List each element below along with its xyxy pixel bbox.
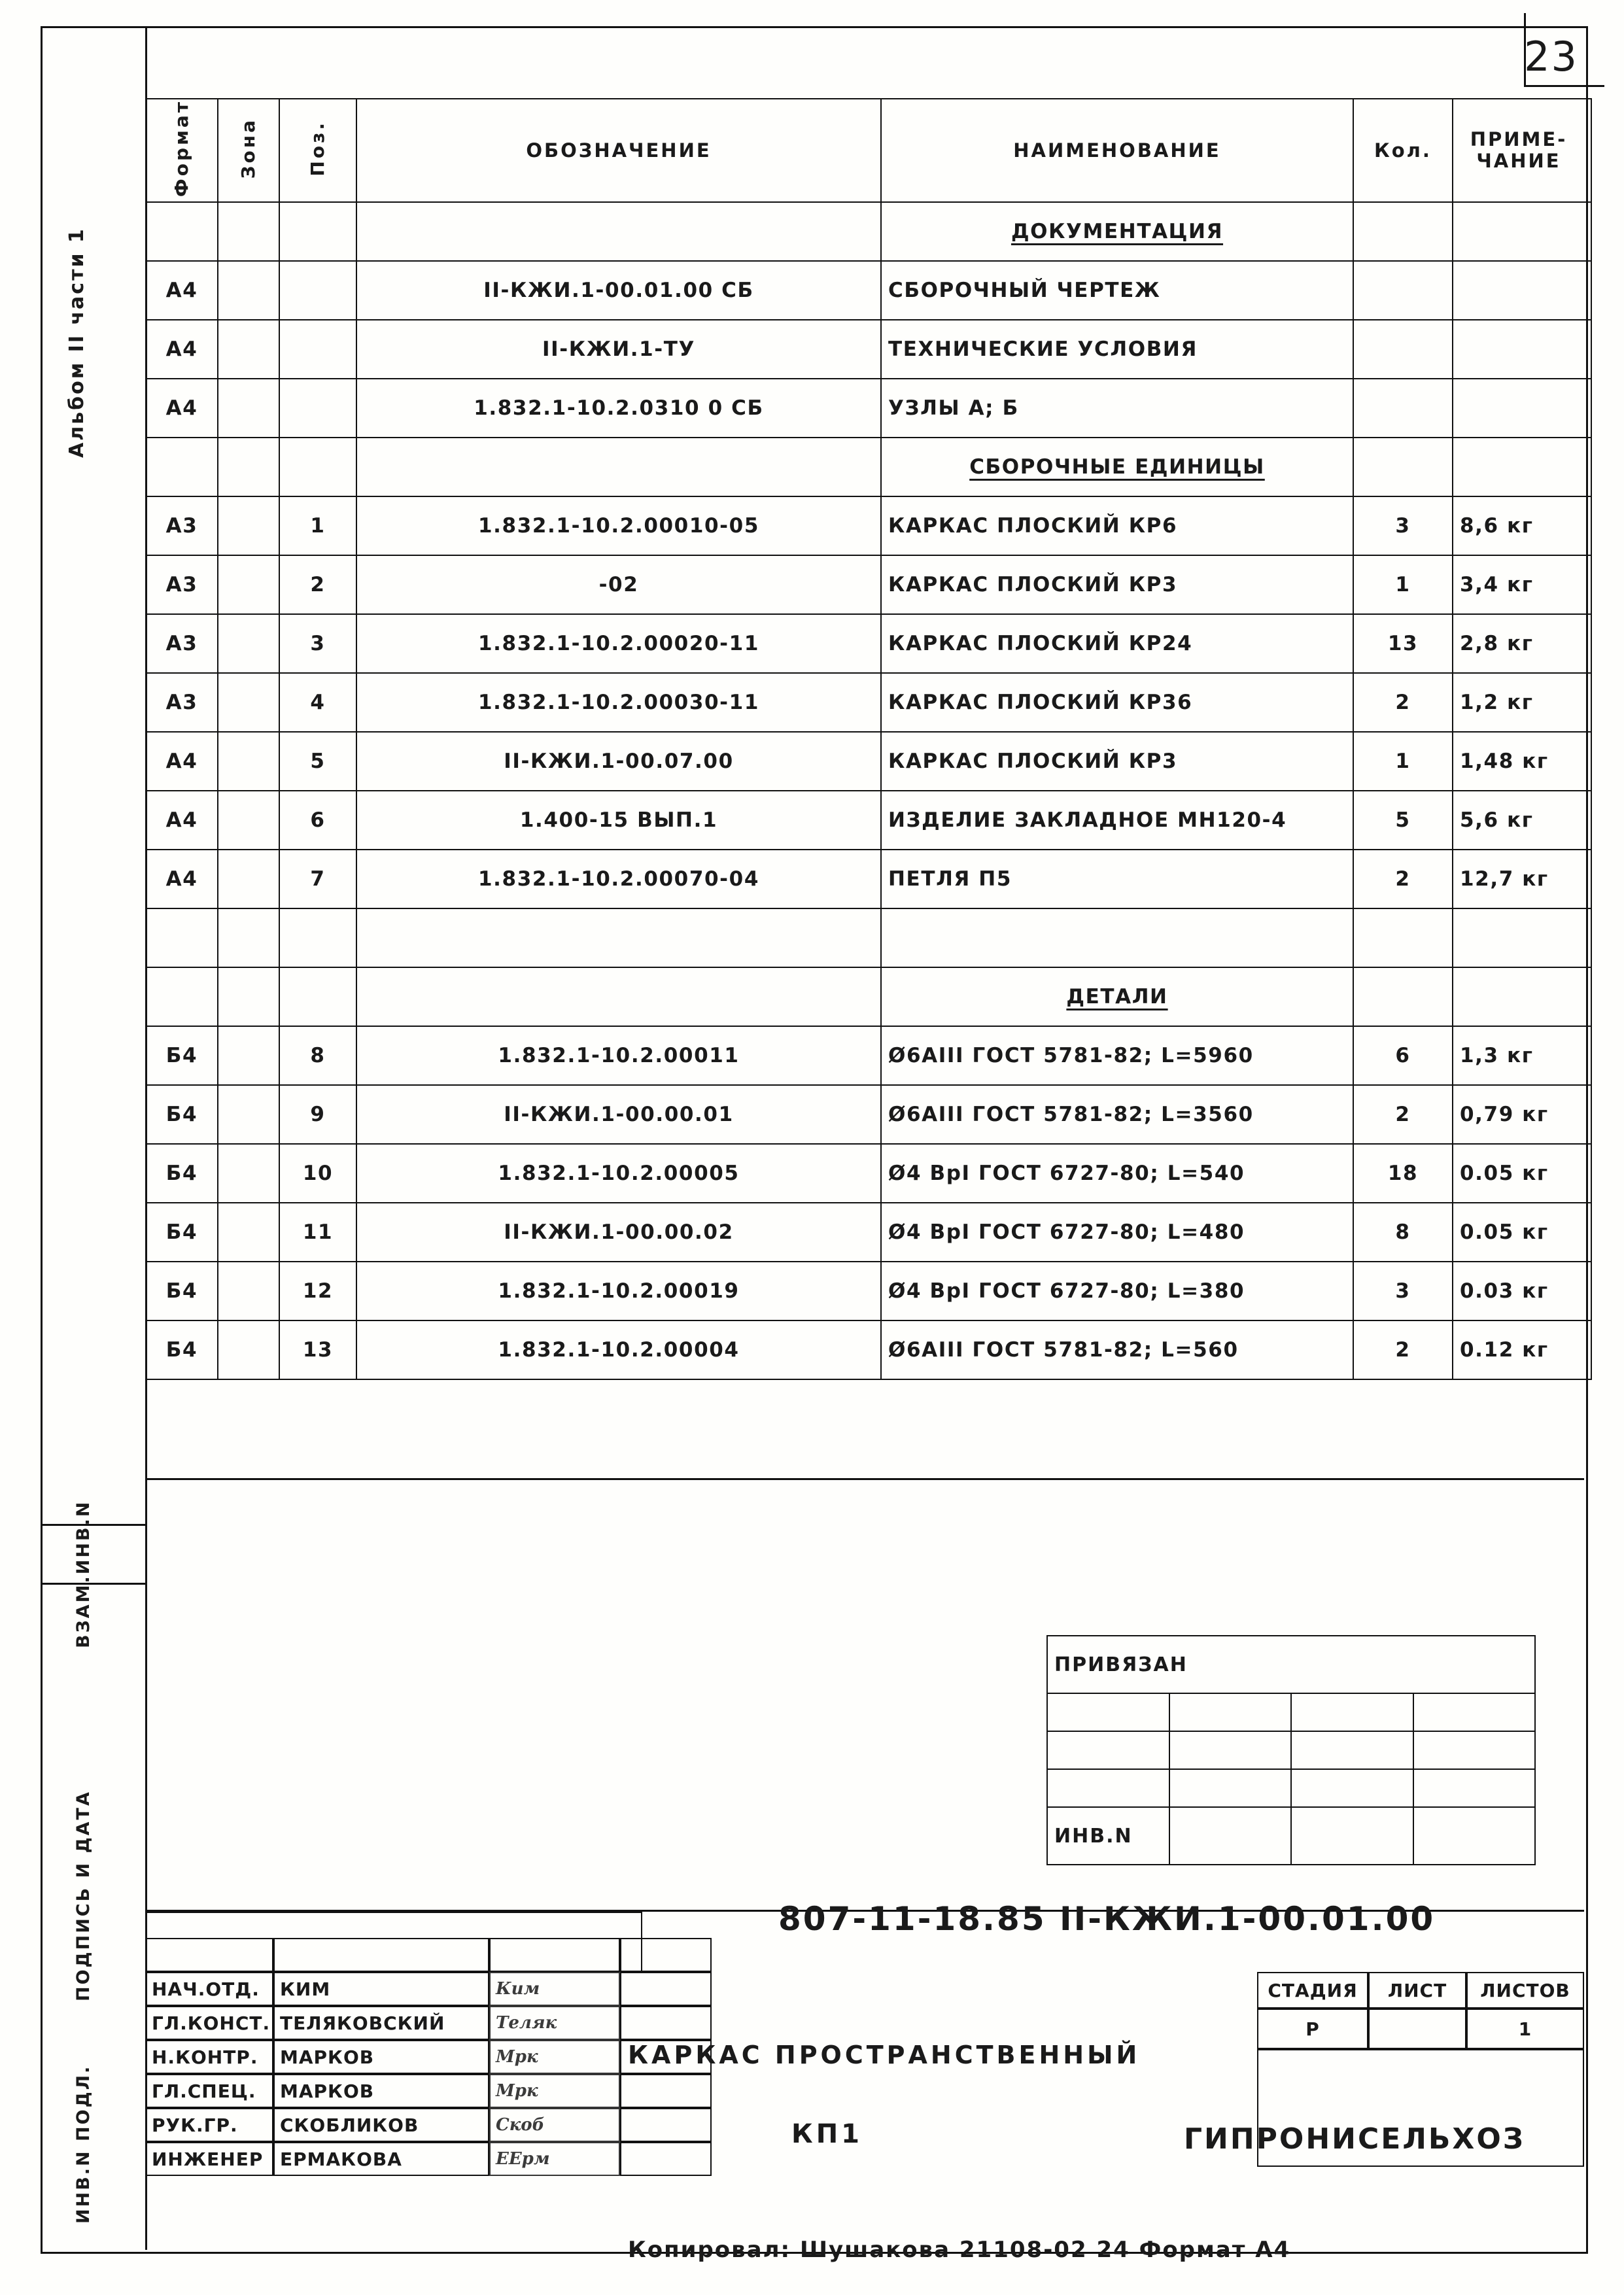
table-row bbox=[146, 261, 1591, 320]
stamp-role: РУК.ГР. bbox=[145, 2108, 273, 2142]
stamp-name: ТЕЛЯКОВСКИЙ bbox=[273, 2006, 489, 2040]
header-note-line1: ПРИМЕ- bbox=[1470, 128, 1568, 150]
cell-name: КАРКАС ПЛОСКИЙ КР36 bbox=[881, 673, 1353, 732]
cell-name: ИЗДЕЛИЕ ЗАКЛАДНОЕ МН120-4 bbox=[881, 791, 1353, 850]
cell-name: ТЕХНИЧЕСКИЕ УСЛОВИЯ bbox=[881, 320, 1353, 379]
cell-qty: 8 bbox=[1353, 1203, 1453, 1262]
cell-qty bbox=[1353, 261, 1453, 320]
cell-qty bbox=[1353, 967, 1453, 1026]
empty-row bbox=[146, 908, 1591, 967]
cell-poz bbox=[279, 379, 356, 438]
cell-zone bbox=[218, 1085, 279, 1144]
stamp-signature: ЕЕрм bbox=[489, 2142, 620, 2176]
stamp-role: Н.КОНТР. bbox=[145, 2040, 273, 2074]
table-header-row bbox=[146, 99, 1591, 202]
cell-designation: 1.832.1-10.2.00070-04 bbox=[356, 850, 881, 908]
cell-note: 0.12 кг bbox=[1453, 1320, 1591, 1379]
privyazan-cell bbox=[1413, 1693, 1536, 1731]
cell-zone bbox=[218, 555, 279, 614]
stamp-role: ГЛ.КОНСТ. bbox=[145, 2006, 273, 2040]
margin-label-podpis: ПОДПИСЬ И ДАТА bbox=[73, 1790, 94, 2001]
cell-poz: 7 bbox=[279, 850, 356, 908]
left-margin-strip bbox=[41, 26, 147, 2250]
cell-zone bbox=[218, 1144, 279, 1203]
table-row bbox=[146, 1085, 1591, 1144]
cell-format: А3 bbox=[146, 614, 218, 673]
stamp-blank-cell bbox=[620, 1938, 712, 1972]
cell-format: А3 bbox=[146, 673, 218, 732]
album-label: Альбом II части 1 bbox=[65, 227, 88, 458]
stamp-blank-cell bbox=[145, 1938, 273, 1972]
cell-designation: 1.832.1-10.2.00005 bbox=[356, 1144, 881, 1203]
table-row bbox=[146, 1320, 1591, 1379]
privyazan-cell bbox=[1169, 1693, 1292, 1731]
cell-note: 0.05 кг bbox=[1453, 1203, 1591, 1262]
table-row bbox=[146, 732, 1591, 791]
cell-format: Б4 bbox=[146, 1320, 218, 1379]
cell-format: А3 bbox=[146, 555, 218, 614]
cell-format: А4 bbox=[146, 379, 218, 438]
privyazan-cell bbox=[1047, 1693, 1169, 1731]
cell-format: А4 bbox=[146, 791, 218, 850]
cell-format: Б4 bbox=[146, 1262, 218, 1320]
stamp-role: НАЧ.ОТД. bbox=[145, 1972, 273, 2006]
cell-poz: 12 bbox=[279, 1262, 356, 1320]
cell-note: 0.05 кг bbox=[1453, 1144, 1591, 1203]
table-row bbox=[146, 1026, 1591, 1085]
cell-designation: II-КЖИ.1-ТУ bbox=[356, 320, 881, 379]
cell-designation: -02 bbox=[356, 555, 881, 614]
cell-format: А3 bbox=[146, 496, 218, 555]
drawing-title: КАРКАС ПРОСТРАНСТВЕННЫЙ bbox=[628, 2041, 1141, 2069]
cell-note: 12,7 кг bbox=[1453, 850, 1591, 908]
cell-poz bbox=[279, 202, 356, 261]
cell-note bbox=[1453, 261, 1591, 320]
table-row bbox=[146, 1262, 1591, 1320]
cell-name: КАРКАС ПЛОСКИЙ КР6 bbox=[881, 496, 1353, 555]
privyazan-cell bbox=[1413, 1769, 1536, 1807]
cell-name: КАРКАС ПЛОСКИЙ КР3 bbox=[881, 555, 1353, 614]
lists-label: ЛИСТОВ bbox=[1466, 1972, 1584, 2009]
stamp-date bbox=[620, 2074, 712, 2108]
cell-poz: 5 bbox=[279, 732, 356, 791]
cell-poz bbox=[279, 438, 356, 496]
table-row bbox=[146, 320, 1591, 379]
header-zone: Зона bbox=[218, 99, 279, 202]
cell-note bbox=[1453, 967, 1591, 1026]
cell-format bbox=[146, 438, 218, 496]
cell-name bbox=[881, 908, 1353, 967]
cell-poz: 11 bbox=[279, 1203, 356, 1262]
cell-zone bbox=[218, 1203, 279, 1262]
stamp-signature: Мрк bbox=[489, 2074, 620, 2108]
lists-value: 1 bbox=[1466, 2009, 1584, 2049]
cell-qty bbox=[1353, 320, 1453, 379]
section-title: ДОКУМЕНТАЦИЯ bbox=[881, 202, 1353, 261]
cell-format bbox=[146, 967, 218, 1026]
cell-zone bbox=[218, 967, 279, 1026]
cell-zone bbox=[218, 496, 279, 555]
stamp-blank-cell bbox=[489, 1938, 620, 1972]
stamp-name: МАРКОВ bbox=[273, 2074, 489, 2108]
cell-name: УЗЛЫ А; Б bbox=[881, 379, 1353, 438]
cell-note: 1,3 кг bbox=[1453, 1026, 1591, 1085]
cell-designation bbox=[356, 438, 881, 496]
cell-zone bbox=[218, 320, 279, 379]
cell-poz: 6 bbox=[279, 791, 356, 850]
stamp-role: ИНЖЕНЕР bbox=[145, 2142, 273, 2176]
stamp-date bbox=[620, 2006, 712, 2040]
cell-designation: 1.832.1-10.2.00004 bbox=[356, 1320, 881, 1379]
cell-zone bbox=[218, 791, 279, 850]
cell-name: Ø4 ВрI ГОСТ 6727-80; L=480 bbox=[881, 1203, 1353, 1262]
header-qty: Кол. bbox=[1353, 99, 1453, 202]
privyazan-cell bbox=[1413, 1807, 1536, 1865]
cell-note bbox=[1453, 908, 1591, 967]
cell-designation: 1.832.1-10.2.00019 bbox=[356, 1262, 881, 1320]
cell-note: 1,48 кг bbox=[1453, 732, 1591, 791]
list-label: ЛИСТ bbox=[1368, 1972, 1466, 2009]
cell-zone bbox=[218, 908, 279, 967]
stamp-name: КИМ bbox=[273, 1972, 489, 2006]
cell-name: Ø6АIII ГОСТ 5781-82; L=5960 bbox=[881, 1026, 1353, 1085]
cell-qty: 5 bbox=[1353, 791, 1453, 850]
cell-name: КАРКАС ПЛОСКИЙ КР24 bbox=[881, 614, 1353, 673]
cell-poz: 8 bbox=[279, 1026, 356, 1085]
table-row bbox=[146, 850, 1591, 908]
header-designation: ОБОЗНАЧЕНИЕ bbox=[356, 99, 881, 202]
cell-zone bbox=[218, 1262, 279, 1320]
cell-qty bbox=[1353, 379, 1453, 438]
cell-zone bbox=[218, 614, 279, 673]
cell-note: 0,79 кг bbox=[1453, 1085, 1591, 1144]
page-number: 23 bbox=[1524, 33, 1578, 80]
stage-label: СТАДИЯ bbox=[1257, 1972, 1368, 2009]
table-row bbox=[146, 1203, 1591, 1262]
cell-poz: 9 bbox=[279, 1085, 356, 1144]
stamp-signature: Мрк bbox=[489, 2040, 620, 2074]
cell-note bbox=[1453, 438, 1591, 496]
stamp-signature: Теляк bbox=[489, 2006, 620, 2040]
cell-qty: 2 bbox=[1353, 1085, 1453, 1144]
table-row bbox=[146, 1144, 1591, 1203]
header-note bbox=[1453, 99, 1591, 202]
specification-table bbox=[145, 98, 1592, 1380]
cell-qty: 3 bbox=[1353, 1262, 1453, 1320]
privyazan-cell bbox=[1291, 1731, 1413, 1769]
drawing-title-mark: КП1 bbox=[791, 2119, 863, 2149]
header-poz: Поз. bbox=[279, 99, 356, 202]
cell-zone bbox=[218, 438, 279, 496]
privyazan-inv-label: ИНВ.N bbox=[1047, 1807, 1169, 1865]
cell-name: Ø4 ВрI ГОСТ 6727-80; L=540 bbox=[881, 1144, 1353, 1203]
cell-note: 0.03 кг bbox=[1453, 1262, 1591, 1320]
cell-note: 8,6 кг bbox=[1453, 496, 1591, 555]
cell-poz: 3 bbox=[279, 614, 356, 673]
privyazan-row bbox=[1047, 1731, 1535, 1769]
stamp-date bbox=[620, 2108, 712, 2142]
cell-qty: 2 bbox=[1353, 1320, 1453, 1379]
cell-designation: 1.832.1-10.2.00010-05 bbox=[356, 496, 881, 555]
stamp-blank-cell bbox=[273, 1938, 489, 1972]
stamp-role: ГЛ.СПЕЦ. bbox=[145, 2074, 273, 2108]
stamp-date bbox=[620, 1972, 712, 2006]
cell-name: Ø6АIII ГОСТ 5781-82; L=560 bbox=[881, 1320, 1353, 1379]
privyazan-row bbox=[1047, 1769, 1535, 1807]
cell-poz bbox=[279, 908, 356, 967]
cell-qty: 6 bbox=[1353, 1026, 1453, 1085]
cell-note bbox=[1453, 320, 1591, 379]
privyazan-cell bbox=[1169, 1807, 1292, 1865]
cell-designation: 1.832.1-10.2.00030-11 bbox=[356, 673, 881, 732]
cell-designation bbox=[356, 967, 881, 1026]
privyazan-cell bbox=[1169, 1731, 1292, 1769]
cell-note bbox=[1453, 379, 1591, 438]
cell-designation bbox=[356, 908, 881, 967]
cell-qty: 1 bbox=[1353, 555, 1453, 614]
cell-poz: 2 bbox=[279, 555, 356, 614]
privyazan-cell bbox=[1291, 1693, 1413, 1731]
cell-qty: 1 bbox=[1353, 732, 1453, 791]
margin-label-vzam: ВЗАМ.ИНВ.N bbox=[73, 1500, 94, 1648]
stamp-name: МАРКОВ bbox=[273, 2040, 489, 2074]
cell-designation: II-КЖИ.1-00.01.00 СБ bbox=[356, 261, 881, 320]
cell-zone bbox=[218, 1320, 279, 1379]
privyazan-table bbox=[1046, 1635, 1536, 1865]
cell-poz: 1 bbox=[279, 496, 356, 555]
header-name: НАИМЕНОВАНИЕ bbox=[881, 99, 1353, 202]
section-title-row bbox=[146, 202, 1591, 261]
cell-poz: 4 bbox=[279, 673, 356, 732]
cell-designation: II-КЖИ.1-00.00.02 bbox=[356, 1203, 881, 1262]
cell-name: СБОРОЧНЫЙ ЧЕРТЕЖ bbox=[881, 261, 1353, 320]
cell-zone bbox=[218, 673, 279, 732]
cell-format: А4 bbox=[146, 732, 218, 791]
section-title: СБОРОЧНЫЕ ЕДИНИЦЫ bbox=[881, 438, 1353, 496]
cell-qty: 3 bbox=[1353, 496, 1453, 555]
table-row bbox=[146, 555, 1591, 614]
cell-designation: 1.832.1-10.2.0310 0 СБ bbox=[356, 379, 881, 438]
privyazan-inv-row bbox=[1047, 1807, 1535, 1865]
cell-qty bbox=[1353, 438, 1453, 496]
privyazan-title-row bbox=[1047, 1636, 1535, 1693]
cell-qty: 2 bbox=[1353, 850, 1453, 908]
privyazan-cell bbox=[1291, 1769, 1413, 1807]
margin-label-inv: ИНВ.N ПОДЛ. bbox=[73, 2064, 94, 2224]
cell-qty: 2 bbox=[1353, 673, 1453, 732]
cell-poz: 13 bbox=[279, 1320, 356, 1379]
privyazan-cell bbox=[1047, 1769, 1169, 1807]
cell-designation: II-КЖИ.1-00.00.01 bbox=[356, 1085, 881, 1144]
cell-qty bbox=[1353, 908, 1453, 967]
cell-format: Б4 bbox=[146, 1144, 218, 1203]
cell-poz: 10 bbox=[279, 1144, 356, 1203]
stamp-name: ЕРМАКОВА bbox=[273, 2142, 489, 2176]
cell-note: 1,2 кг bbox=[1453, 673, 1591, 732]
cell-poz bbox=[279, 320, 356, 379]
stage-value: Р bbox=[1257, 2009, 1368, 2049]
cell-designation: 1.832.1-10.2.00020-11 bbox=[356, 614, 881, 673]
cell-poz bbox=[279, 261, 356, 320]
cell-name: ПЕТЛЯ П5 bbox=[881, 850, 1353, 908]
cell-format: А4 bbox=[146, 261, 218, 320]
privyazan-title: ПРИВЯЗАН bbox=[1047, 1636, 1535, 1693]
cell-name: Ø6АIII ГОСТ 5781-82; L=3560 bbox=[881, 1085, 1353, 1144]
stamp-signature: Ким bbox=[489, 1972, 620, 2006]
section-title-row bbox=[146, 967, 1591, 1026]
cell-format: Б4 bbox=[146, 1203, 218, 1262]
cell-designation: 1.400-15 ВЫП.1 bbox=[356, 791, 881, 850]
stamp-name: СКОБЛИКОВ bbox=[273, 2108, 489, 2142]
title-block bbox=[145, 1910, 1584, 2252]
margin-divider-2 bbox=[41, 1583, 145, 1585]
document-code: 807-11-18.85 II-КЖИ.1-00.01.00 bbox=[778, 1900, 1436, 1938]
privyazan-cell bbox=[1413, 1731, 1536, 1769]
cell-zone bbox=[218, 202, 279, 261]
cell-zone bbox=[218, 379, 279, 438]
cell-qty: 13 bbox=[1353, 614, 1453, 673]
table-row bbox=[146, 673, 1591, 732]
privyazan-cell bbox=[1291, 1807, 1413, 1865]
organization-name: ГИПРОНИСЕЛЬХОЗ bbox=[1184, 2122, 1526, 2156]
cell-format: Б4 bbox=[146, 1026, 218, 1085]
privyazan-cell bbox=[1047, 1731, 1169, 1769]
cell-designation: II-КЖИ.1-00.07.00 bbox=[356, 732, 881, 791]
table-row bbox=[146, 791, 1591, 850]
cell-poz bbox=[279, 967, 356, 1026]
cell-zone bbox=[218, 732, 279, 791]
cell-note: 2,8 кг bbox=[1453, 614, 1591, 673]
table-row bbox=[146, 614, 1591, 673]
privyazan-row bbox=[1047, 1693, 1535, 1731]
cell-zone bbox=[218, 1026, 279, 1085]
cell-qty bbox=[1353, 202, 1453, 261]
cell-note: 3,4 кг bbox=[1453, 555, 1591, 614]
cell-note: 5,6 кг bbox=[1453, 791, 1591, 850]
cell-designation bbox=[356, 202, 881, 261]
table-row bbox=[146, 496, 1591, 555]
margin-divider-1 bbox=[41, 1524, 145, 1526]
cell-note bbox=[1453, 202, 1591, 261]
header-note-line2: ЧАНИЕ bbox=[1476, 150, 1561, 173]
cell-qty: 18 bbox=[1353, 1144, 1453, 1203]
cell-name: Ø4 ВрI ГОСТ 6727-80; L=380 bbox=[881, 1262, 1353, 1320]
footer-note: Копировал: Шушакова 21108-02 24 Формат А4 bbox=[628, 2237, 1291, 2263]
cell-zone bbox=[218, 261, 279, 320]
privyazan-cell bbox=[1169, 1769, 1292, 1807]
cell-format: А4 bbox=[146, 320, 218, 379]
stamp-date bbox=[620, 2142, 712, 2176]
cell-format bbox=[146, 202, 218, 261]
cell-format bbox=[146, 908, 218, 967]
list-value bbox=[1368, 2009, 1466, 2049]
section-title-row bbox=[146, 438, 1591, 496]
header-format: Формат bbox=[146, 99, 218, 202]
stamp-signature: Скоб bbox=[489, 2108, 620, 2142]
table-row bbox=[146, 379, 1591, 438]
section-title: ДЕТАЛИ bbox=[881, 967, 1353, 1026]
cell-format: А4 bbox=[146, 850, 218, 908]
cell-format: Б4 bbox=[146, 1085, 218, 1144]
cell-name: КАРКАС ПЛОСКИЙ КР3 bbox=[881, 732, 1353, 791]
cell-zone bbox=[218, 850, 279, 908]
cell-designation: 1.832.1-10.2.00011 bbox=[356, 1026, 881, 1085]
